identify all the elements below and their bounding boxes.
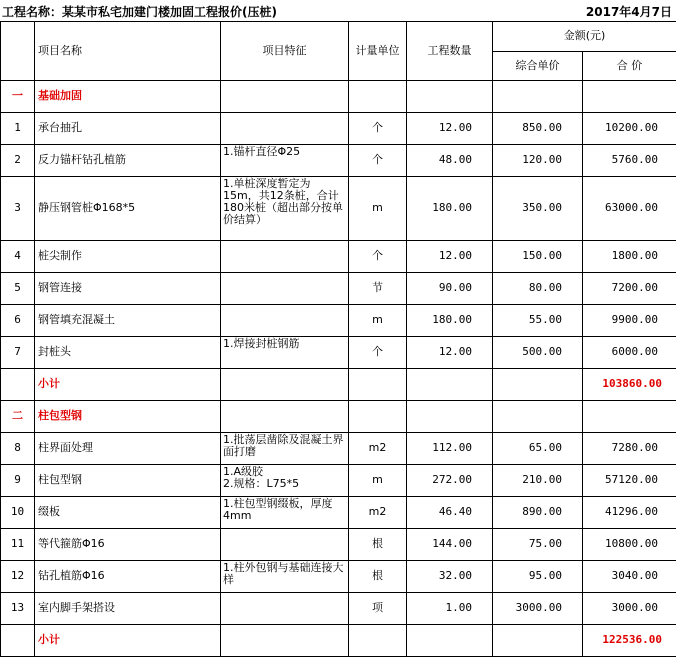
item-feature: 1.柱包型钢缀板，厚度4mm (221, 496, 349, 528)
row-number: 1 (1, 112, 35, 144)
table-row (1, 528, 676, 560)
item-quantity: 144.00 (407, 528, 493, 560)
subtotal-value: 103860.00 (583, 368, 676, 400)
row-number: 3 (1, 176, 35, 240)
empty-cell (349, 624, 407, 656)
item-quantity: 12.00 (407, 336, 493, 368)
row-number: 4 (1, 240, 35, 272)
header-no-cell (1, 22, 35, 80)
item-unit-price: 890.00 (493, 496, 583, 528)
item-feature: 1.锚杆直径Φ25 (221, 144, 349, 176)
project-title: 工程名称：某某市私宅加建门楼加固工程报价(压桩) (2, 5, 277, 19)
table-row (1, 464, 676, 496)
subtotal-label: 小计 (35, 368, 221, 400)
section-row (1, 400, 676, 432)
item-unit: 个 (349, 240, 407, 272)
item-unit: m (349, 464, 407, 496)
row-number: 2 (1, 144, 35, 176)
item-total: 57120.00 (583, 464, 676, 496)
table-row (1, 176, 676, 240)
item-feature: 1.焊接封桩钢筋 (221, 336, 349, 368)
section-number: 一 (1, 80, 35, 112)
item-quantity: 272.00 (407, 464, 493, 496)
table-row (1, 112, 676, 144)
item-name: 静压钢管桩Φ168*5 (35, 176, 221, 240)
empty-cell (349, 368, 407, 400)
item-name: 封桩头 (35, 336, 221, 368)
section-number: 二 (1, 400, 35, 432)
item-unit-price: 95.00 (493, 560, 583, 592)
item-total: 10200.00 (583, 112, 676, 144)
empty-cell (493, 400, 583, 432)
item-unit-price: 75.00 (493, 528, 583, 560)
item-unit: 根 (349, 528, 407, 560)
item-feature (221, 528, 349, 560)
item-name: 桩尖制作 (35, 240, 221, 272)
row-number: 5 (1, 272, 35, 304)
item-total: 7280.00 (583, 432, 676, 464)
row-number: 13 (1, 592, 35, 624)
header-item-feature: 项目特征 (221, 22, 349, 80)
title-bar (0, 0, 676, 22)
header-amount: 金额(元) (493, 22, 676, 51)
row-number: 8 (1, 432, 35, 464)
item-name: 钢管填充混凝土 (35, 304, 221, 336)
item-quantity: 48.00 (407, 144, 493, 176)
item-feature (221, 592, 349, 624)
item-unit: m (349, 176, 407, 240)
item-unit-price: 500.00 (493, 336, 583, 368)
empty-cell (407, 400, 493, 432)
item-quantity: 46.40 (407, 496, 493, 528)
empty-cell (493, 624, 583, 656)
empty-cell (221, 80, 349, 112)
empty-cell (221, 400, 349, 432)
section-title: 基础加固 (35, 80, 221, 112)
section-title: 柱包型钢 (35, 400, 221, 432)
item-unit: m2 (349, 432, 407, 464)
empty-cell (221, 624, 349, 656)
row-number: 11 (1, 528, 35, 560)
header-item-name: 项目名称 (35, 22, 221, 80)
empty-cell (407, 368, 493, 400)
row-number: 10 (1, 496, 35, 528)
item-feature: 1.批荡层凿除及混凝土界面打磨 (221, 432, 349, 464)
item-total: 63000.00 (583, 176, 676, 240)
table-row (1, 272, 676, 304)
empty-cell (221, 368, 349, 400)
item-quantity: 32.00 (407, 560, 493, 592)
empty-cell (407, 80, 493, 112)
item-quantity: 12.00 (407, 112, 493, 144)
item-unit: m2 (349, 496, 407, 528)
item-quantity: 1.00 (407, 592, 493, 624)
table-row (1, 144, 676, 176)
item-feature: 1.A级胶 2.规格：L75*5 (221, 464, 349, 496)
item-quantity: 180.00 (407, 176, 493, 240)
item-unit-price: 55.00 (493, 304, 583, 336)
item-feature: 1.单桩深度暂定为15m，共12条桩，合计180米桩（超出部分按单价结算） (221, 176, 349, 240)
item-name: 缀板 (35, 496, 221, 528)
empty-cell (493, 80, 583, 112)
item-unit-price: 80.00 (493, 272, 583, 304)
row-number: 12 (1, 560, 35, 592)
item-feature (221, 240, 349, 272)
empty-cell (583, 400, 676, 432)
item-feature (221, 304, 349, 336)
item-feature (221, 272, 349, 304)
section-row (1, 80, 676, 112)
empty-cell (583, 80, 676, 112)
header-unit: 计量单位 (349, 22, 407, 80)
item-unit-price: 150.00 (493, 240, 583, 272)
item-total: 6000.00 (583, 336, 676, 368)
item-quantity: 12.00 (407, 240, 493, 272)
header-row (1, 22, 676, 51)
empty-cell (349, 80, 407, 112)
table-row (1, 336, 676, 368)
header-quantity: 工程数量 (407, 22, 493, 80)
item-total: 9900.00 (583, 304, 676, 336)
item-unit: 个 (349, 112, 407, 144)
item-unit-price: 120.00 (493, 144, 583, 176)
subtotal-label: 小计 (35, 624, 221, 656)
item-unit: 个 (349, 336, 407, 368)
empty-cell (1, 624, 35, 656)
item-total: 5760.00 (583, 144, 676, 176)
header-unit-price: 综合单价 (493, 51, 583, 80)
item-unit: 个 (349, 144, 407, 176)
item-quantity: 180.00 (407, 304, 493, 336)
row-number: 7 (1, 336, 35, 368)
item-unit: 项 (349, 592, 407, 624)
empty-cell (349, 400, 407, 432)
item-name: 柱界面处理 (35, 432, 221, 464)
item-unit: 根 (349, 560, 407, 592)
table-row (1, 496, 676, 528)
item-total: 3000.00 (583, 592, 676, 624)
subtotal-row (1, 624, 676, 656)
item-feature: 1.柱外包钢与基础连接大样 (221, 560, 349, 592)
item-quantity: 90.00 (407, 272, 493, 304)
item-name: 室内脚手架搭设 (35, 592, 221, 624)
table-row (1, 592, 676, 624)
item-unit-price: 850.00 (493, 112, 583, 144)
item-total: 10800.00 (583, 528, 676, 560)
item-unit-price: 3000.00 (493, 592, 583, 624)
table-row (1, 432, 676, 464)
item-unit-price: 210.00 (493, 464, 583, 496)
item-quantity: 112.00 (407, 432, 493, 464)
row-number: 9 (1, 464, 35, 496)
item-name: 钻孔植筋Φ16 (35, 560, 221, 592)
item-name: 钢管连接 (35, 272, 221, 304)
item-name: 等代箍筋Φ16 (35, 528, 221, 560)
item-name: 承台抽孔 (35, 112, 221, 144)
item-unit-price: 65.00 (493, 432, 583, 464)
quotation-table (0, 22, 676, 657)
table-row (1, 240, 676, 272)
item-total: 3040.00 (583, 560, 676, 592)
item-total: 7200.00 (583, 272, 676, 304)
item-feature (221, 112, 349, 144)
subtotal-value: 122536.00 (583, 624, 676, 656)
item-name: 柱包型钢 (35, 464, 221, 496)
empty-cell (493, 368, 583, 400)
row-number: 6 (1, 304, 35, 336)
item-total: 1800.00 (583, 240, 676, 272)
subtotal-row (1, 368, 676, 400)
report-date: 2017年4月7日 (585, 5, 672, 19)
item-name: 反力锚杆钻孔植筋 (35, 144, 221, 176)
item-unit: m (349, 304, 407, 336)
table-row (1, 560, 676, 592)
item-total: 41296.00 (583, 496, 676, 528)
item-unit: 节 (349, 272, 407, 304)
empty-cell (1, 368, 35, 400)
item-unit-price: 350.00 (493, 176, 583, 240)
table-row (1, 304, 676, 336)
empty-cell (407, 624, 493, 656)
header-total: 合 价 (583, 51, 676, 80)
